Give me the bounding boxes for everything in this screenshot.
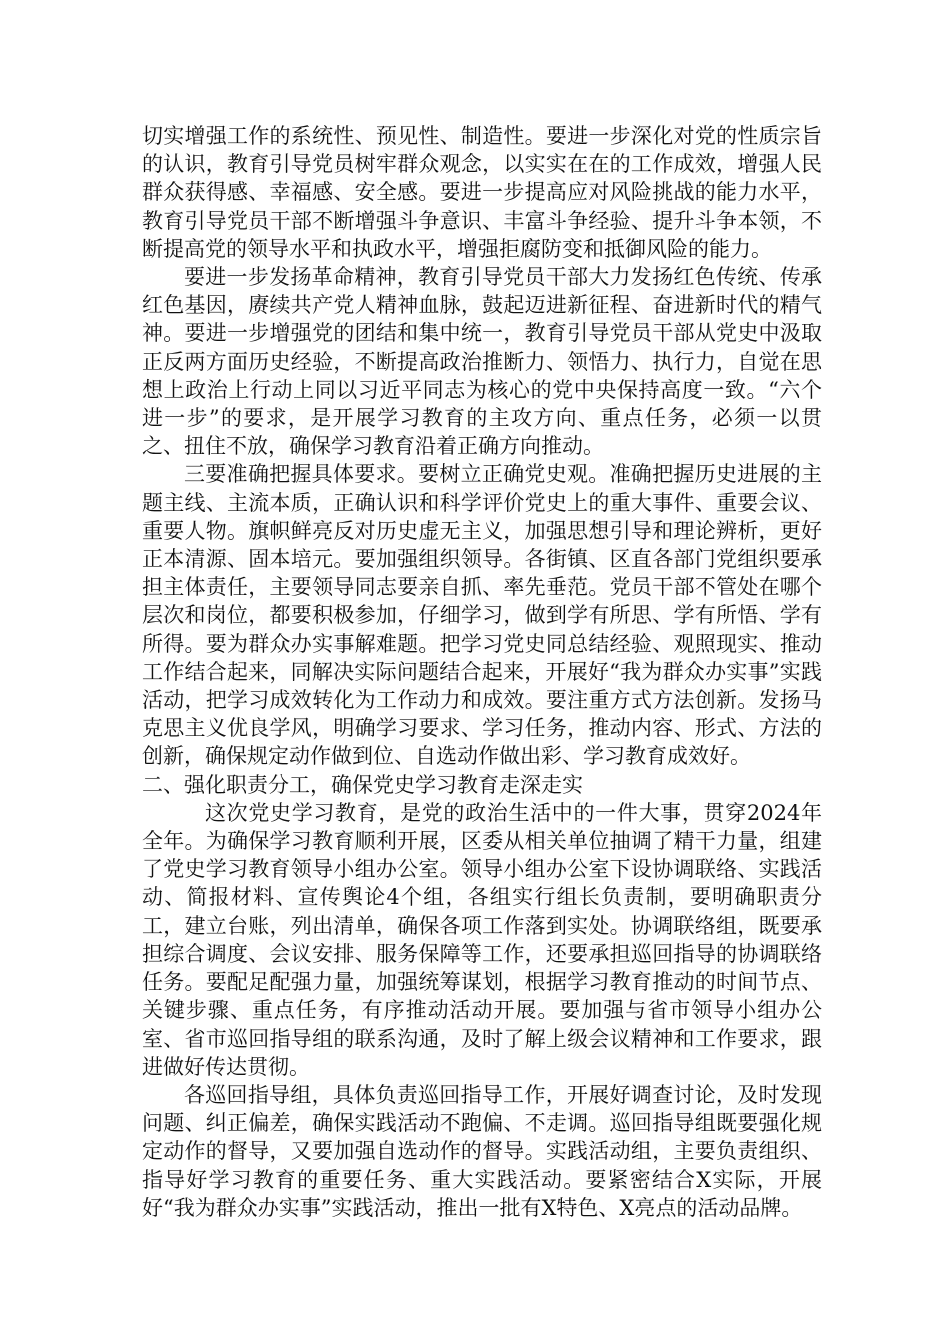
- document-body: [142, 122, 822, 1222]
- paragraph-1: 切实增强工作的系统性、预见性、制造性。要进一步深化对党的性质宗旨的认识，教育引导党员树牢群众观念，以实实在在的工作成效，增强人民群众获得感、幸福感、安全感。要进一步提高应对风险挑战的能力水平，教育引导党员干部不断增强斗争意识、丰富斗争经验、提升斗争本领，不断提高党的领导水平和执政水平，增强拒腐防变和抵御风险的能力。: [142, 124, 822, 261]
- section-heading: 二、强化职责分工，确保党史学习教育走深走实: [142, 772, 583, 797]
- paragraph-2: 要进一步发扬革命精神，教育引导党员干部大力发扬红色传统、传承红色基因，赓续共产党人精神血脉，鼓起迈进新征程、奋进新时代的精气神。要进一步增强党的团结和集中统一，教育引导党员干部从党史中汲取正反两方面历史经验，不断提高政治推断力、领悟力、执行力，自觉在思想上政治上行动上同以习近平同志为核心的党中央保持高度一致。“六个进一步”的要求，是开展学习教育的主攻方向、重点任务，必须一以贯之、扭住不放，确保学习教育沿着正确方向推动。: [142, 265, 822, 459]
- paragraph-5: 各巡回指导组，具体负责巡回指导工作，开展好调查讨论，及时发现问题、纠正偏差，确保实践活动不跑偏、不走调。巡回指导组既要强化规定动作的督导，又要加强自选动作的督导。实践活动组，主要负责组织、指导好学习教育的重要任务、重大实践活动。要紧密结合X实际，开展好“我为群众办实事”实践活动，推出一批有X特色、X亮点的活动品牌。: [142, 1082, 822, 1220]
- paragraph-3: 三要准确把握具体要求。要树立正确党史观。准确把握历史进展的主题主线、主流本质，正确认识和科学评价党史上的重大事件、重要会议、重要人物。旗帜鲜亮反对历史虚无主义，加强思想引导和理论辨析，更好正本清源、固本培元。要加强组织领导。各街镇、区直各部门党组织要承担主体责任，主要领导同志要亲自抓、率先垂范。党员干部不管处在哪个层次和岗位，都要积极参加，仔细学习，做到学有所思、学有所悟、学有所得。要为群众办实事解难题。把学习党史同总结经验、观照现实、推动工作结合起来，同解决实际问题结合起来，开展好“我为群众办实事”实践活动，把学习成效转化为工作动力和成效。要注重方式方法创新。发扬马克思主义优良学风，明确学习要求、学习任务，推动内容、形式、方法的创新，确保规定动作做到位、自选动作做出彩、学习教育成效好。: [142, 462, 822, 769]
- paragraph-4: 这次党史学习教育，是党的政治生活中的一件大事，贯穿2024年全年。为确保学习教育顺利开展，区委从相关单位抽调了精干力量，组建了党史学习教育领导小组办公室。领导小组办公室下设协调联络、实践活动、简报材料、宣传舆论4个组，各组实行组长负责制，要明确职责分工，建立台账，列出清单，确保各项工作落到实处。协调联络组，既要承担综合调度、会议安排、服务保障等工作，还要承担巡回指导的协调联络任务。要配足配强力量，加强统筹谋划，根据学习教育推动的时间节点、关键步骤、重点任务，有序推动活动开展。要加强与省市领导小组办公室、省市巡回指导组的联系沟通，及时了解上级会议精神和工作要求，跟进做好传达贯彻。: [142, 800, 822, 1079]
